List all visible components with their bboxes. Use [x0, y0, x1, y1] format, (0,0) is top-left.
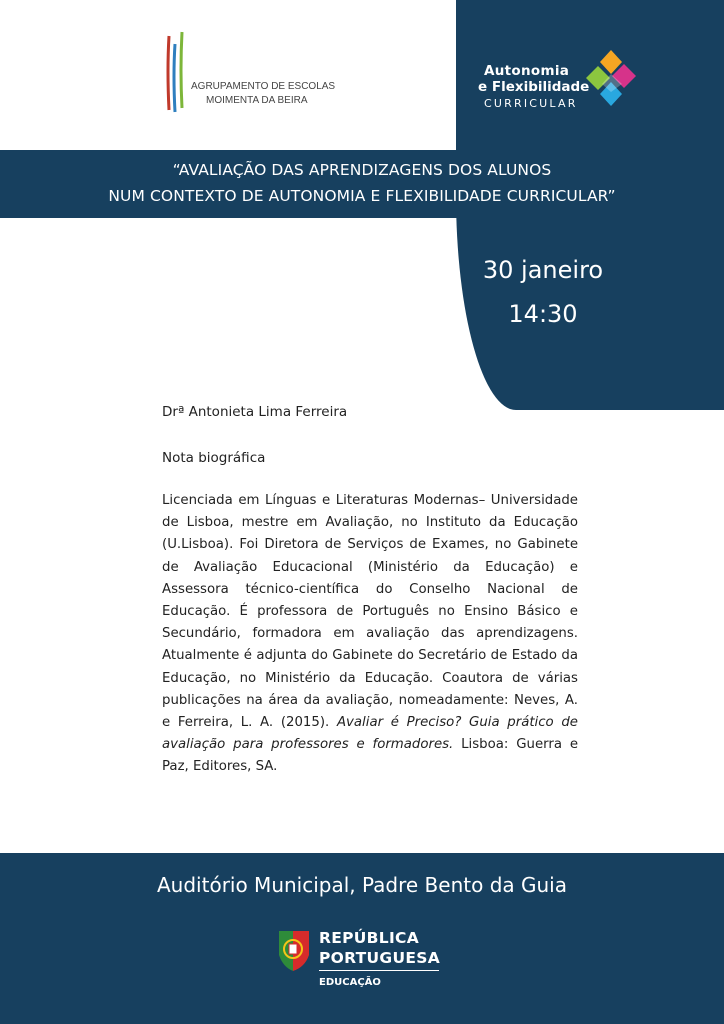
- gov-divider: [319, 970, 439, 971]
- title-line1: “AVALIAÇÃO DAS APRENDIZAGENS DOS ALUNOS: [172, 161, 552, 179]
- gov-line2: PORTUGUESA: [319, 949, 440, 967]
- program-logo: [478, 48, 638, 118]
- school-name-line1: AGRUPAMENTO DE ESCOLAS: [191, 81, 336, 92]
- program-logo-line3: CURRICULAR: [484, 97, 578, 110]
- school-logo-bars-icon: [165, 30, 189, 116]
- colored-diamond-icon: [584, 48, 638, 114]
- bio-text: Licenciada em Línguas e Literaturas Modernas– Universidade de Lisboa, mestre em Avaliação, no Instituto da Educação (U.Lisboa). Foi Diretora de Serviços de Exames, no Gabinete de Avaliação Educacional (Ministério da Educação) e Assessora técnico-científica do Conselho Nacional de Educação. É professora de Português no Ensino Básico e Secundário, formadora em avaliação das aprendizagens. Atualmente é adjunta do Gabinete do Secretário de Estado da Educação, no Ministério da Educação. Coautora de várias publicações na área da avaliação, nomeadamente: Neves, A. e Ferreira, L. A. (2015).: [162, 493, 578, 731]
- venue: Auditório Municipal, Padre Bento da Guia: [157, 873, 567, 897]
- event-date: 30 janeiro: [482, 256, 604, 284]
- footer: [0, 853, 724, 1024]
- event-time: 14:30: [508, 300, 578, 328]
- gov-line3: EDUCAÇÃO: [319, 977, 381, 988]
- portugal-flag-emblem-icon: [275, 927, 313, 975]
- program-logo-line1: Autonomia: [484, 63, 570, 79]
- bio-book-title: Avaliar é Preciso? Guia prático de avaliação para professores e formadores.: [162, 715, 578, 753]
- bio-paragraph: [162, 490, 578, 779]
- bio-heading: Nota biográfica: [162, 450, 266, 466]
- school-logo: [165, 30, 365, 116]
- school-name-line2: MOIMENTA DA BEIRA: [206, 95, 308, 106]
- gov-line1: REPÚBLICA: [319, 929, 419, 947]
- program-logo-line2: e Flexibilidade: [478, 79, 590, 95]
- speaker-name: Drª Antonieta Lima Ferreira: [162, 404, 348, 420]
- title-line2: NUM CONTEXTO DE AUTONOMIA E FLEXIBILIDADE CURRICULAR”: [108, 187, 616, 205]
- government-logo: [275, 925, 455, 995]
- bio-publisher: Lisboa: Guerra e Paz, Editores, SA.: [162, 737, 578, 775]
- title-band: [0, 150, 724, 218]
